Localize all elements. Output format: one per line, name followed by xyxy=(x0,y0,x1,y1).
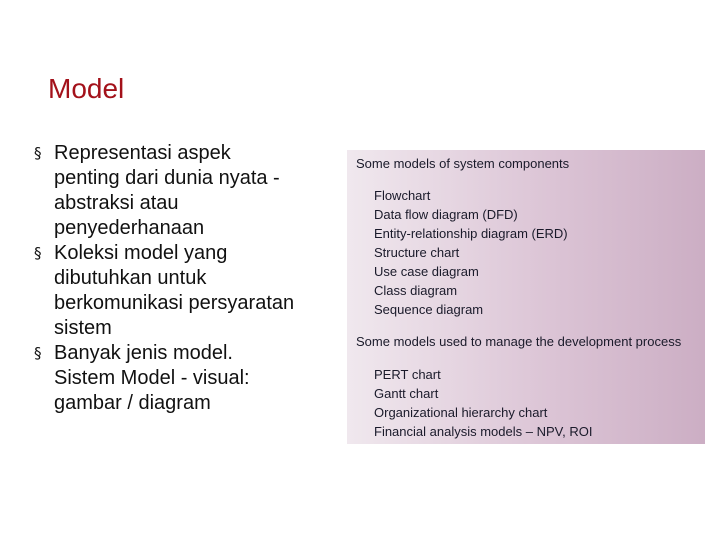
model-list-item: Entity-relationship diagram (ERD) xyxy=(374,226,568,241)
bullet-marker-icon: § xyxy=(34,244,42,262)
model-list-item: Structure chart xyxy=(374,245,460,260)
bullet-marker-icon: § xyxy=(34,344,42,362)
models-reference-panel xyxy=(347,150,705,444)
slide-title: Model xyxy=(48,73,125,104)
bullet-line: dibutuhkan untuk xyxy=(54,267,207,289)
development-process-heading: Some models used to manage the development process xyxy=(356,334,682,349)
bullet-item xyxy=(34,141,346,241)
model-list-item: Data flow diagram (DFD) xyxy=(374,207,518,222)
bullet-line: abstraksi atau xyxy=(54,192,179,214)
model-list-item: Class diagram xyxy=(374,283,458,298)
bullet-list xyxy=(34,141,346,416)
model-list-item: PERT chart xyxy=(374,367,441,382)
model-list-item: Financial analysis models – NPV, ROI xyxy=(374,424,593,439)
model-list-item: Organizational hierarchy chart xyxy=(374,405,548,420)
system-components-heading: Some models of system components xyxy=(356,156,570,171)
bullet-line: Banyak jenis model. xyxy=(54,342,233,364)
bullet-line: penting dari dunia nyata - xyxy=(54,167,280,189)
bullet-line: Representasi aspek xyxy=(54,142,231,164)
model-list-item: Gantt chart xyxy=(374,386,439,401)
bullet-line: sistem xyxy=(54,317,112,339)
bullet-item xyxy=(34,241,346,341)
bullet-line: berkomunikasi persyaratan xyxy=(54,292,295,314)
bullet-marker-icon: § xyxy=(34,144,42,162)
bullet-item xyxy=(34,341,346,416)
model-list-item: Sequence diagram xyxy=(374,302,484,317)
model-list-item: Use case diagram xyxy=(374,264,479,279)
bullet-line: Koleksi model yang xyxy=(54,242,228,264)
model-list-item: Flowchart xyxy=(374,188,431,203)
bullet-line: gambar / diagram xyxy=(54,392,211,414)
bullet-line: Sistem Model - visual: xyxy=(54,367,250,389)
bullet-line: penyederhanaan xyxy=(54,217,205,239)
